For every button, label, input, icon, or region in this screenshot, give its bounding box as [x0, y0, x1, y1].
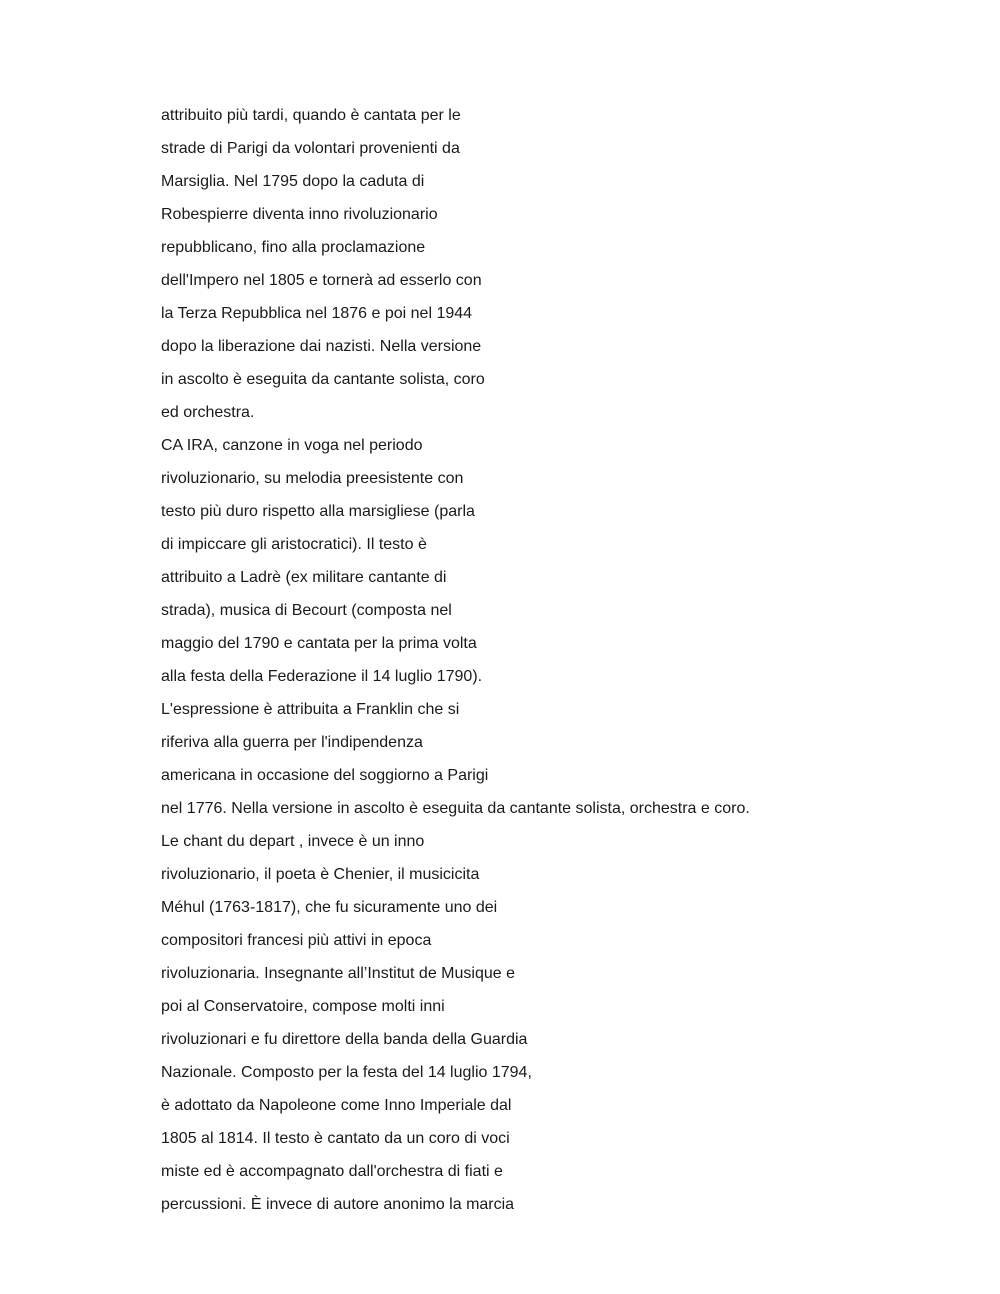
text-line: testo più duro rispetto alla marsigliese (parla [161, 503, 475, 520]
body-text [161, 99, 961, 1221]
text-line: attribuito a Ladrè (ex militare cantante di [161, 569, 447, 586]
text-line: percussioni. È invece di autore anonimo la marcia [161, 1196, 515, 1213]
text-line: dell'Impero nel 1805 e tornerà ad esserlo con [161, 272, 482, 289]
text-line: Méhul (1763-1817), che fu sicuramente uno dei [161, 899, 498, 916]
text-line: 1805 al 1814. Il testo è cantato da un coro di voci [161, 1130, 510, 1147]
text-line: è adottato da Napoleone come Inno Imperiale dal [161, 1097, 512, 1114]
text-line: Robespierre diventa inno rivoluzionario [161, 206, 438, 223]
text-line: rivoluzionari e fu direttore della banda della Guardia [161, 1031, 528, 1048]
text-line: miste ed è accompagnato dall'orchestra di fiati e [161, 1163, 503, 1180]
text-line: Marsiglia. Nel 1795 dopo la caduta di [161, 173, 425, 190]
text-line: rivoluzionario, su melodia preesistente con [161, 470, 464, 487]
text-line: compositori francesi più attivi in epoca [161, 932, 432, 949]
text-line: riferiva alla guerra per l'indipendenza [161, 734, 423, 751]
text-line: repubblicano, fino alla proclamazione [161, 239, 426, 256]
text-line: poi al Conservatoire, compose molti inni [161, 998, 445, 1015]
text-line: ed orchestra. [161, 404, 255, 421]
text-line: maggio del 1790 e cantata per la prima volta [161, 635, 477, 652]
text-line: di impiccare gli aristocratici). Il testo è [161, 536, 427, 553]
text-line: in ascolto è eseguita da cantante solista, coro [161, 371, 485, 388]
text-line: CA IRA, canzone in voga nel periodo [161, 437, 423, 454]
text-line: attribuito più tardi, quando è cantata per le [161, 107, 461, 124]
text-line: alla festa della Federazione il 14 luglio 1790). [161, 668, 483, 685]
text-line: L'espressione è attribuita a Franklin che si [161, 701, 460, 718]
text-line: strada), musica di Becourt (composta nel [161, 602, 452, 619]
text-line: Nazionale. Composto per la festa del 14 luglio 1794, [161, 1064, 532, 1081]
text-line: Le chant du depart , invece è un inno [161, 833, 425, 850]
text-line: rivoluzionario, il poeta è Chenier, il musicicita [161, 866, 480, 883]
text-line: la Terza Repubblica nel 1876 e poi nel 1944 [161, 305, 473, 322]
text-line: dopo la liberazione dai nazisti. Nella versione [161, 338, 482, 355]
text-line: americana in occasione del soggiorno a Parigi [161, 767, 489, 784]
text-line: nel 1776. Nella versione in ascolto è eseguita da cantante solista, orchestra e coro. [161, 800, 750, 817]
text-line: strade di Parigi da volontari provenienti da [161, 140, 460, 157]
text-line: rivoluzionaria. Insegnante all’Institut de Musique e [161, 965, 515, 982]
